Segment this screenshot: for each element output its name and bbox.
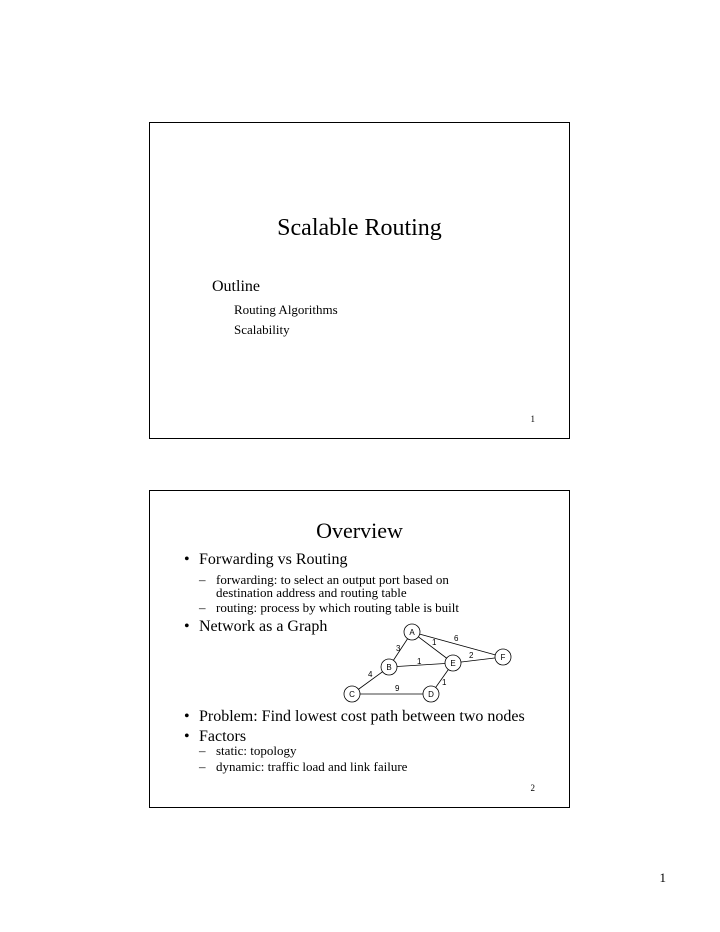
edge-label-e-d: 1 (442, 678, 447, 687)
sub-bullet-dynamic (199, 760, 407, 773)
sub-bullet-text: routing: process by which routing table is built (216, 600, 459, 615)
outline-item-routing-algorithms: Routing Algorithms (234, 302, 338, 317)
outline-item-scalability: Scalability (234, 322, 290, 337)
bullet-text: Factors (199, 728, 247, 745)
edge-label-b-e: 1 (417, 657, 422, 666)
node-label-b: B (386, 663, 392, 672)
bullet-text: Network as a Graph (199, 618, 328, 635)
dash-icon: – (199, 572, 206, 587)
slide-1 (149, 122, 570, 439)
sub-bullet-static (199, 744, 297, 757)
outline-heading: Outline (212, 278, 260, 295)
node-label-d: D (428, 690, 434, 699)
sub-bullet-forwarding-def-cont: destination address and routing table (216, 585, 407, 600)
edge-label-a-f: 6 (454, 634, 459, 643)
bullet-problem (184, 708, 525, 726)
node-label-e: E (450, 659, 456, 668)
dash-icon: – (199, 743, 206, 758)
edge-label-e-f: 2 (469, 651, 474, 660)
node-c (344, 686, 360, 702)
node-a (404, 624, 420, 640)
edge-label-a-b: 3 (396, 644, 401, 653)
slide-1-number: 1 (530, 414, 535, 424)
slide-2 (149, 490, 570, 808)
dash-icon: – (199, 759, 206, 774)
edge-label-a-e: 1 (432, 638, 437, 647)
sub-bullet-text: dynamic: traffic load and link failure (216, 759, 408, 774)
slide-2-title: Overview (316, 518, 403, 543)
slide-2-number: 2 (530, 783, 535, 793)
node-b (381, 659, 397, 675)
edge-label-b-c: 4 (368, 670, 373, 679)
bullet-text: Forwarding vs Routing (199, 551, 348, 568)
node-label-a: A (409, 628, 415, 637)
node-label-c: C (349, 690, 355, 699)
node-e (445, 655, 461, 671)
dash-icon: – (199, 600, 206, 615)
page-number: 1 (659, 870, 666, 885)
bullet-dot-icon: • (184, 618, 190, 635)
node-d (423, 686, 439, 702)
edge-label-c-d: 9 (395, 684, 400, 693)
sub-bullet-text: forwarding: to select an output port based on (216, 572, 449, 587)
bullet-dot-icon: • (184, 551, 190, 568)
bullet-text: Problem: Find lowest cost path between two nodes (199, 708, 525, 725)
slide-1-title: Scalable Routing (277, 215, 442, 241)
sub-bullet-text: static: topology (216, 743, 297, 758)
bullet-dot-icon: • (184, 728, 190, 745)
node-label-f: F (500, 653, 506, 662)
node-f (495, 649, 511, 665)
bullet-dot-icon: • (184, 708, 190, 725)
